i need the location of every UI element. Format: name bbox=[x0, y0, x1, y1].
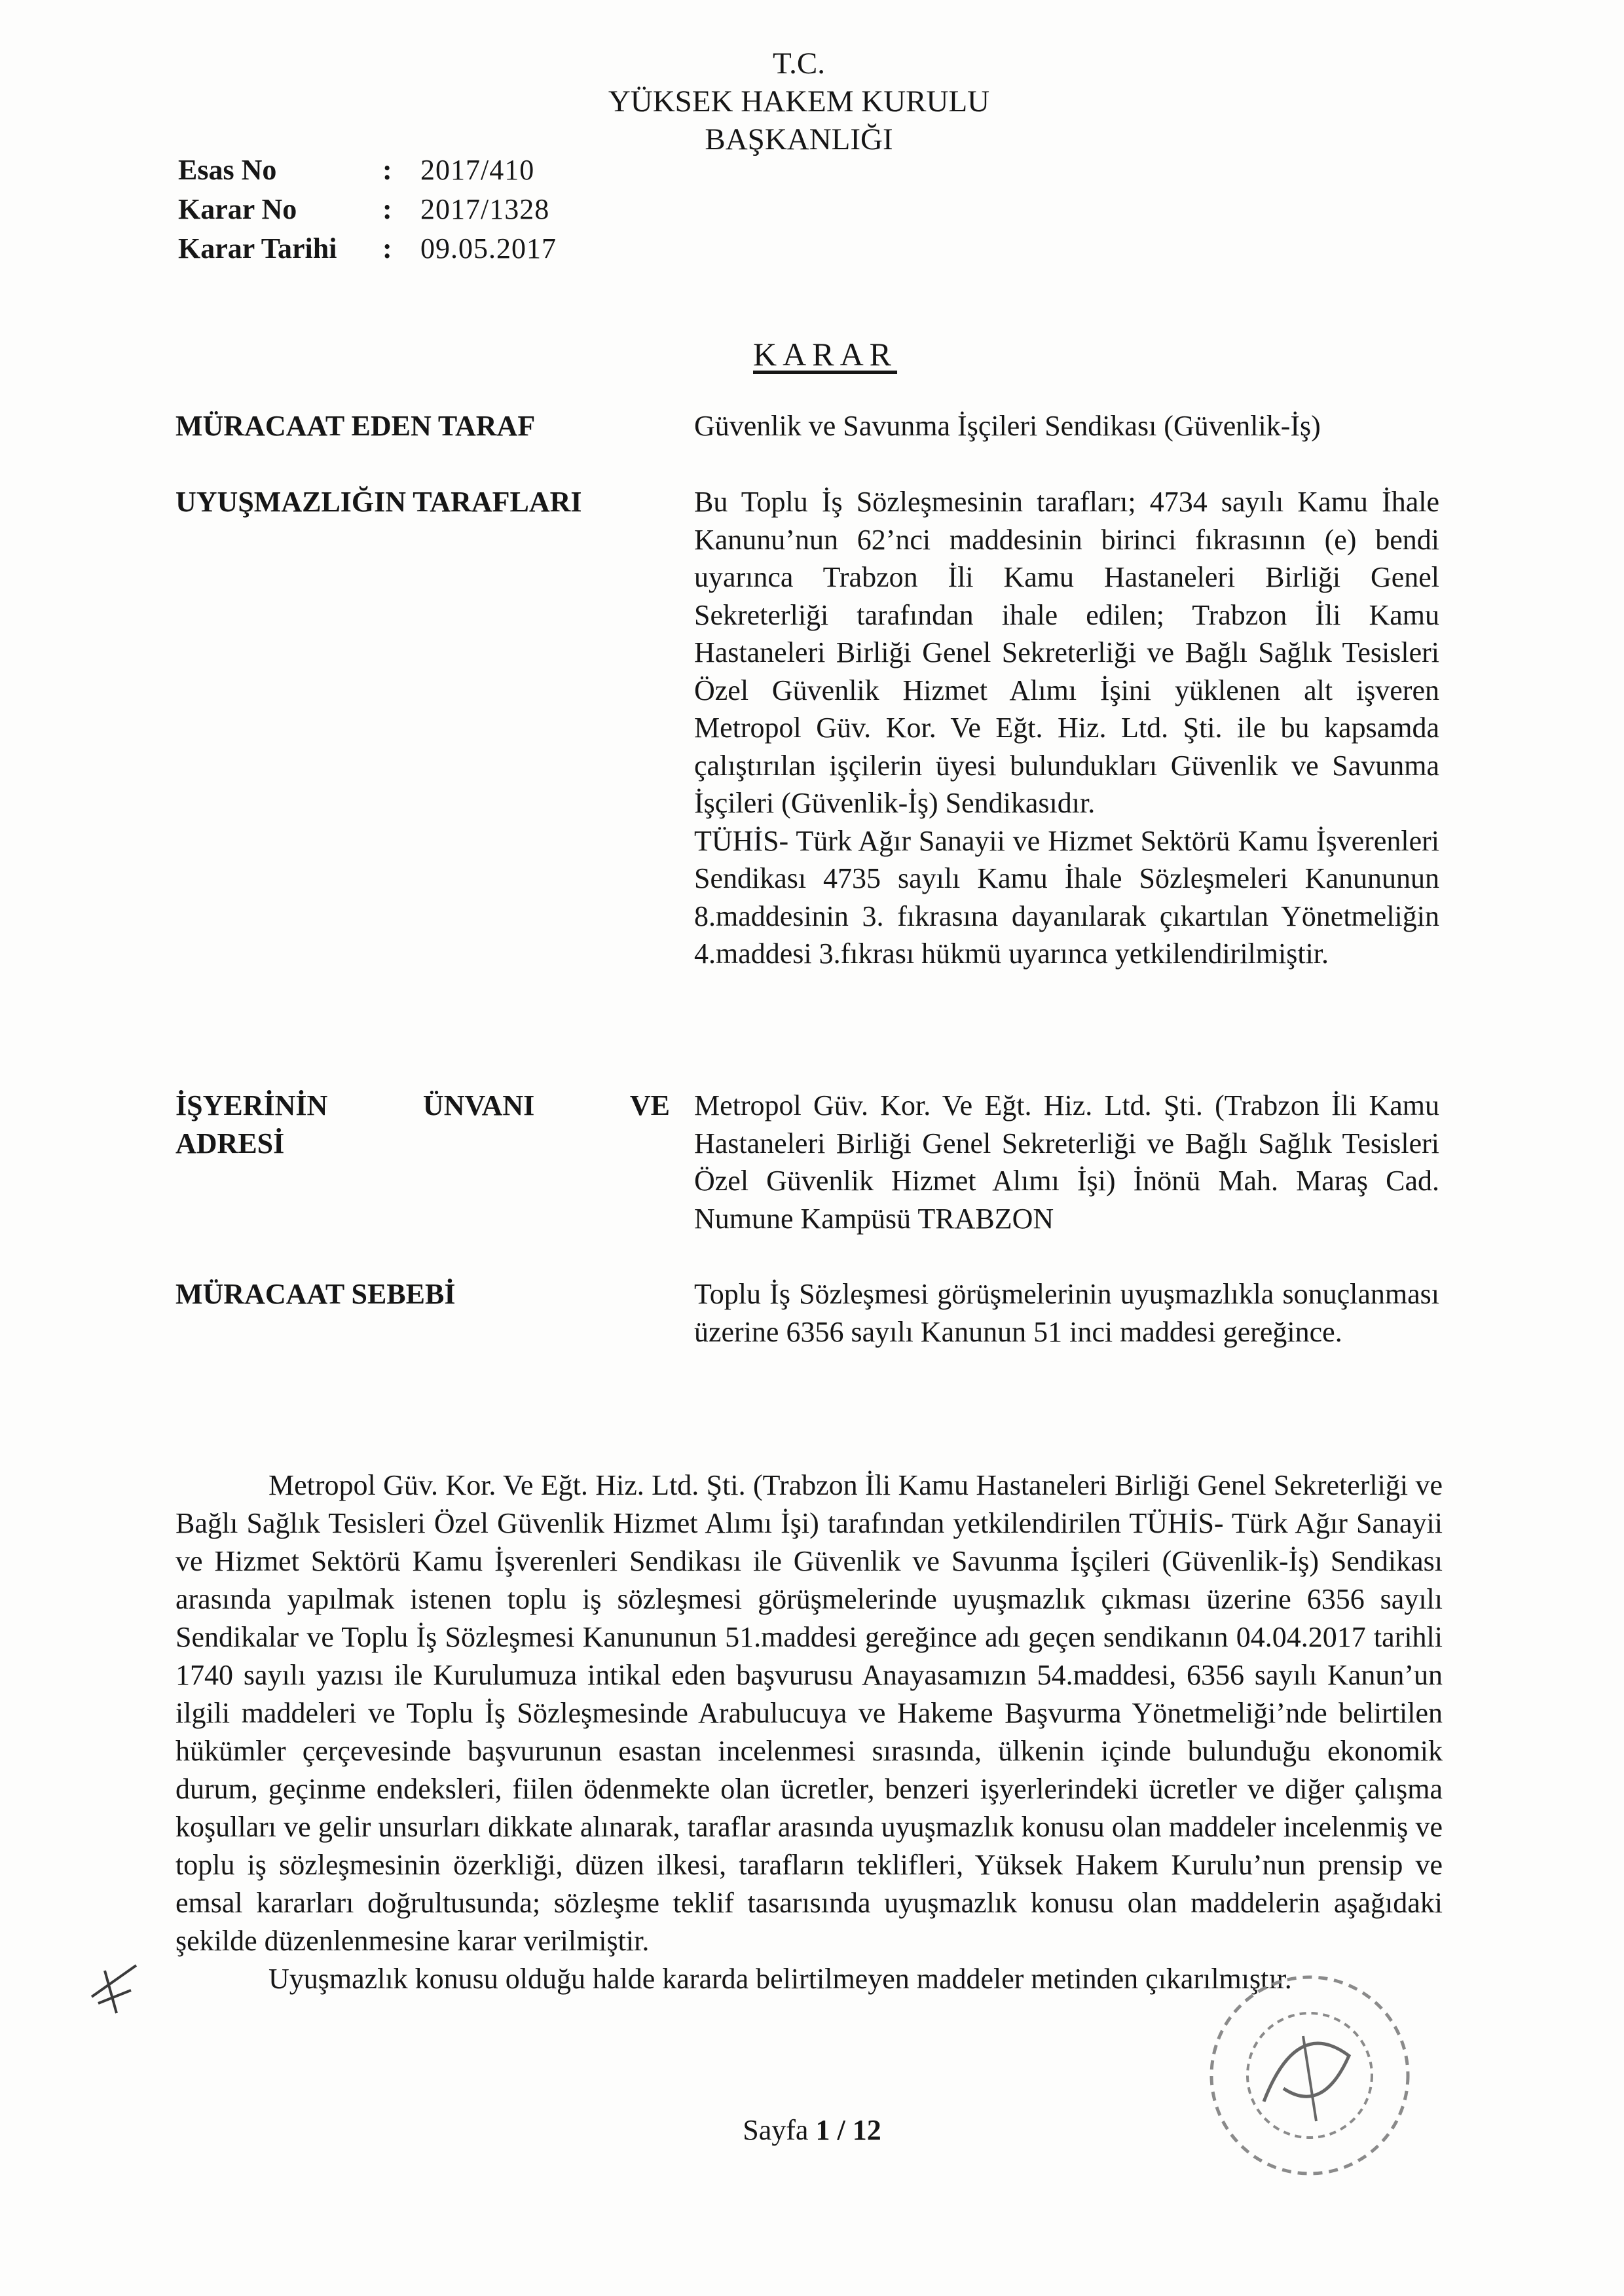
meta-label: Karar No bbox=[178, 193, 297, 225]
applicant-text: Güvenlik ve Savunma İşçileri Sendikası (Güvenlik-İş) bbox=[694, 410, 1321, 442]
header-tc: T.C. bbox=[772, 46, 826, 81]
official-seal-icon bbox=[1153, 1958, 1454, 2193]
meta-value: 2017/1328 bbox=[420, 193, 550, 225]
institution-header bbox=[576, 45, 1022, 158]
body-paragraph-2: Uyuşmazlık konusu olduğu halde kararda belirtilmeyen maddeler metinden çıkarılmıştır. bbox=[268, 1963, 1292, 1995]
meta-label: Esas No bbox=[178, 154, 277, 186]
page-footer bbox=[0, 2113, 1624, 2147]
section-label bbox=[175, 1087, 670, 1125]
section-content bbox=[694, 1087, 1439, 1237]
section-content bbox=[694, 1275, 1439, 1351]
page-label: Sayfa bbox=[743, 2114, 809, 2146]
section-label-line2: ADRESİ bbox=[175, 1127, 285, 1159]
label-word: VE bbox=[629, 1089, 670, 1121]
reason-text: Toplu İş Sözleşmesi görüşmelerinin uyuşmazlıkla sonuçlanması üzerine 6356 sayılı Kanunun 51 inci maddesi gereğince. bbox=[694, 1278, 1439, 1348]
section-label: MÜRACAAT EDEN TARAF bbox=[175, 410, 536, 442]
workplace-text: Metropol Güv. Kor. Ve Eğt. Hiz. Ltd. Şti. (Trabzon İli Kamu Hastaneleri Birliği Genel Sekreterliği ve Bağlı Sağlık Tesisleri Özel Güvenlik Hizmet Alımı İşi) İnönü Mah. Maraş Cad. Numune Kampüsü TRABZON bbox=[694, 1089, 1439, 1235]
header-institution: YÜKSEK HAKEM KURULU bbox=[608, 84, 990, 118]
section-label: UYUŞMAZLIĞIN TARAFLARI bbox=[175, 486, 582, 518]
section-content bbox=[694, 407, 1439, 445]
section-label: MÜRACAAT SEBEBİ bbox=[175, 1278, 456, 1310]
meta-value: 2017/410 bbox=[420, 154, 535, 186]
meta-esas-no bbox=[178, 151, 557, 190]
body-paragraph-1: Metropol Güv. Kor. Ve Eğt. Hiz. Ltd. Şti. (Trabzon İli Kamu Hastaneleri Birliği Genel Sekreterliği ve Bağlı Sağlık Tesisleri Özel Güvenlik Hizmet Alımı İşi) tarafından yetkilendirilen TÜHİS- Türk Ağır Sanayii ve Hizmet Sektörü Kamu İşverenleri Sendikası ile Güvenlik ve Savunma İşçileri (Güvenlik-İş) Sendikası arasında yapılmak istenen toplu iş sözleşmesi görüşmelerinde uyuşmazlık çıkması üzerine 6356 sayılı Sendikalar ve Toplu İş Sözleşmesi Kanununun 51.maddesi gereğince adı geçen sendikanın 04.04.2017 tarihli 1740 sayılı yazısı ile Kurulumuza intikal eden başvurusu Anayasamızın 54.maddesi, 6356 sayılı Kanun’un ilgili maddeleri ve Toplu İş Sözleşmesinde Arabulucuya ve Hakeme Başvurma Yönetmeliği’nde belirtilen hükümler çerçevesinde başvurunun esastan incelenmesi sırasında, ülkenin içinde bulunduğu ekonomik durum, geçinme endeksleri, fiilen ödenmekte olan ücretler, benzeri işyerlerindeki ücretler ve diğer çalışma koşulları ve gelir unsurları dikkate alınarak, taraflar arasında uyuşmazlık konusu olan maddeler incelenmiş ve toplu iş sözleşmesinin özerkliği, düzen ilkesi, tarafların teklifleri, Yüksek Hakem Kurulu’nun prensip ve emsal kararları doğrultusunda; sözleşme teklif tasarısında uyuşmazlık konusu olan maddelerin aşağıdaki şekilde düzenlenmesine karar verilmiştir. bbox=[175, 1469, 1443, 1957]
page-number: 1 / 12 bbox=[815, 2114, 881, 2146]
meta-karar-tarihi bbox=[178, 229, 557, 268]
meta-value: 09.05.2017 bbox=[420, 232, 557, 264]
parties-paragraph-2: TÜHİS- Türk Ağır Sanayii ve Hizmet Sektörü Kamu İşverenleri Sendikası 4735 sayılı Kamu İhale Sözleşmeleri Kanununun 8.maddesinin 3. fıkrasına dayanılarak çıkartılan Yönetmeliğin 4.maddesi 3.fıkrası hükmü uyarınca yetkilendirilmiştir. bbox=[694, 824, 1439, 970]
case-meta bbox=[178, 151, 557, 268]
label-word: İŞYERİNİN bbox=[175, 1089, 328, 1121]
meta-separator: : bbox=[382, 154, 392, 186]
meta-label: Karar Tarihi bbox=[178, 232, 337, 264]
section-content bbox=[694, 483, 1439, 973]
parties-paragraph-1: Bu Toplu İş Sözleşmesinin tarafları; 4734 sayılı Kamu İhale Kanunu’nun 62’nci maddesinin birinci fıkrasının (e) bendi uyarınca Trabzon İli Kamu Hastaneleri Birliği Genel Sekreterliği tarafından ihale edilen; Trabzon İli Kamu Hastaneleri Birliği Genel Sekreterliği ve Bağlı Sağlık Tesisleri Özel Güvenlik Hizmet Alımı İşini yüklenen alt işveren Metropol Güv. Kor. Ve Eğt. Hiz. Ltd. Şti. ile bu kapsamda çalıştırılan işçilerin üyesi bulundukları Güvenlik ve Savunma İşçileri (Güvenlik-İş) Sendikasıdır. bbox=[694, 486, 1439, 819]
label-word: ÜNVANI bbox=[422, 1089, 535, 1121]
meta-separator: : bbox=[382, 232, 392, 264]
meta-karar-no bbox=[178, 190, 557, 229]
decision-title: KARAR bbox=[753, 336, 898, 373]
header-office: BAŞKANLIĞI bbox=[705, 122, 893, 156]
decision-body bbox=[175, 1467, 1443, 1998]
handwritten-mark-icon bbox=[85, 1951, 144, 2023]
meta-separator: : bbox=[382, 193, 392, 225]
